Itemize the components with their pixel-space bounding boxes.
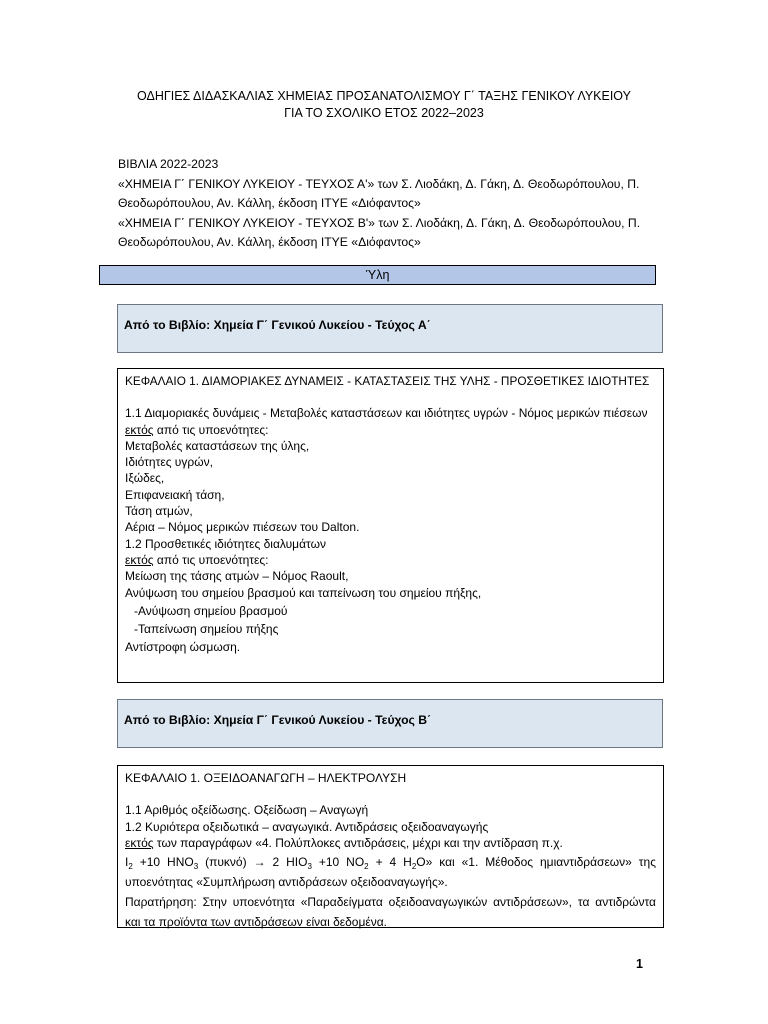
books-section <box>118 155 663 253</box>
list-item: Ανύψωση του σημείου βρασμού και ταπείνωση του σημείου πήξης, <box>125 585 482 600</box>
except-word: εκτός <box>125 552 154 567</box>
book-b-label: Από το Βιβλίο: Χημεία Γ΄ Γενικού Λυκείου - Τεύχος Β΄ <box>124 713 432 727</box>
subsection-1-2: 1.2 Κυριότερα οξειδωτικά – αναγωγικά. Αντιδράσεις οξειδοαναγωγής <box>125 819 489 834</box>
subsection-1-1: 1.1 Αριθμός οξείδωσης. Οξείδωση – Αναγωγή <box>125 803 369 818</box>
subscript: 3 <box>307 862 312 872</box>
reaction-text: +10 HNO <box>132 855 194 870</box>
reaction-text: I <box>125 855 129 870</box>
subsection-1-2: 1.2 Προσθετικές ιδιότητες διαλυμάτων <box>125 536 326 551</box>
reaction-text: + 4 H <box>368 855 412 870</box>
chapter-b-title: ΚΕΦΑΛΑΙΟ 1. ΟΞΕΙΔΟΑΝΑΓΩΓΗ – ΗΛΕΚΤΡΟΛΥΣΗ <box>125 771 407 785</box>
except-line <box>125 422 656 438</box>
subscript: 3 <box>193 862 199 872</box>
book-line: «ΧΗΜΕΙΑ Γ΄ ΓΕΝΙΚΟΥ ΛΥΚΕΙΟΥ - ΤΕΥΧΟΣ Β'» των Σ. Λιοδάκη, Δ. Γάκη, Δ. Θεοδωρόπουλου, Π. <box>118 215 641 230</box>
list-item: Ιξώδες, <box>125 471 165 486</box>
book-a-label: Από το Βιβλίο: Χημεία Γ΄ Γενικού Λυκείου - Τεύχος Α΄ <box>124 318 431 332</box>
except-line <box>125 552 656 568</box>
except-rest: των παραγράφων «4. Πολύπλοκες αντιδράσεις, μέχρι και την αντίδραση π.χ. <box>153 835 563 850</box>
section-a-content-box <box>117 368 664 683</box>
subscript: 2 <box>128 862 133 872</box>
list-item-indented: -Ανύψωση σημείου βρασμού <box>134 603 288 618</box>
list-item: Ιδιότητες υγρών, <box>125 455 213 470</box>
except-line <box>125 835 656 851</box>
list-item: Επιφανειακή τάση, <box>125 487 225 502</box>
list-item: Μεταβολές καταστάσεων της ύλης, <box>125 438 310 453</box>
book-line: Θεοδωρόπουλου, Αν. Κάλλη, έκδοση ΙΤΥΕ «Διόφαντος» <box>118 235 421 249</box>
reaction-text: (πυκνό) <box>198 855 254 870</box>
except-word: εκτός <box>125 835 154 850</box>
book-line: Θεοδωρόπουλου, Αν. Κάλλη, έκδοση ΙΤΥΕ «Διόφαντος» <box>118 196 421 210</box>
chapter-a-title: ΚΕΦΑΛΑΙΟ 1. ΔΙΑΜΟΡΙΑΚΕΣ ΔΥΝΑΜΕΙΣ - ΚΑΤΑΣΤΑΣΕΙΣ ΤΗΣ ΥΛΗΣ - ΠΡΟΣΘΕΤΙΚΕΣ ΙΔΙΟΤΗΤΕΣ <box>125 374 650 388</box>
subsection-1-1: 1.1 Διαμοριακές δυνάμεις - Μεταβολές καταστάσεων και ιδιότητες υγρών - Νόμος μερικών πιέσεων <box>125 406 648 421</box>
book-b-label-box <box>117 699 663 748</box>
list-item: Αέρια – Νόμος μερικών πιέσεων του Dalton. <box>125 520 360 535</box>
arrow-icon: → <box>253 855 266 870</box>
list-item: Τάση ατμών, <box>125 504 193 519</box>
document-title <box>0 88 768 122</box>
page-number: 1 <box>636 957 643 971</box>
except-rest: από τις υποενότητες: <box>153 422 269 437</box>
book-a-label-box <box>117 304 663 353</box>
reaction-paragraph <box>125 852 656 892</box>
reaction-text: 2 HIO <box>265 855 308 870</box>
title-line-2: ΓΙΑ ΤΟ ΣΧΟΛΙΚΟ ΕΤΟΣ 2022–2023 <box>284 106 484 120</box>
list-item: Μείωση της τάσης ατμών – Νόμος Raoult, <box>125 569 349 584</box>
section-b-content-box <box>117 765 664 928</box>
reaction-text: O» και «1. Μέθοδος ημιαντιδράσεων» της υποενότητας «Συμπλήρωση αντιδράσεων οξειδοαναγωγής». <box>125 855 656 890</box>
syllabus-header-bar: Ύλη <box>99 265 656 285</box>
except-rest: από τις υποενότητες: <box>153 552 269 567</box>
title-line-1: ΟΔΗΓΙΕΣ ΔΙΔΑΣΚΑΛΙΑΣ ΧΗΜΕΙΑΣ ΠΡΟΣΑΝΑΤΟΛΙΣΜΟΥ Γ΄ ΤΑΞΗΣ ΓΕΝΙΚΟΥ ΛΥΚΕΙΟΥ <box>137 89 631 103</box>
note-paragraph: Παρατήρηση: Στην υποενότητα «Παραδείγματα οξειδοαναγωγικών αντιδράσεων», τα αντιδρώντα και τα προϊόντα των αντιδράσεων είναι δεδομένα. <box>125 895 656 930</box>
book-line: «ΧΗΜΕΙΑ Γ΄ ΓΕΝΙΚΟΥ ΛΥΚΕΙΟΥ - ΤΕΥΧΟΣ Α'» των Σ. Λιοδάκη, Δ. Γάκη, Δ. Θεοδωρόπουλου, Π. <box>118 176 640 191</box>
subscript: 2 <box>364 862 369 872</box>
list-item-indented: -Ταπείνωση σημείου πήξης <box>134 622 279 637</box>
except-word: εκτός <box>125 422 154 437</box>
subscript: 2 <box>411 862 417 872</box>
reaction-text: +10 NO <box>311 855 365 870</box>
list-item: Αντίστροφη ώσμωση. <box>125 640 241 655</box>
books-heading: ΒΙΒΛΙΑ 2022-2023 <box>118 157 219 171</box>
